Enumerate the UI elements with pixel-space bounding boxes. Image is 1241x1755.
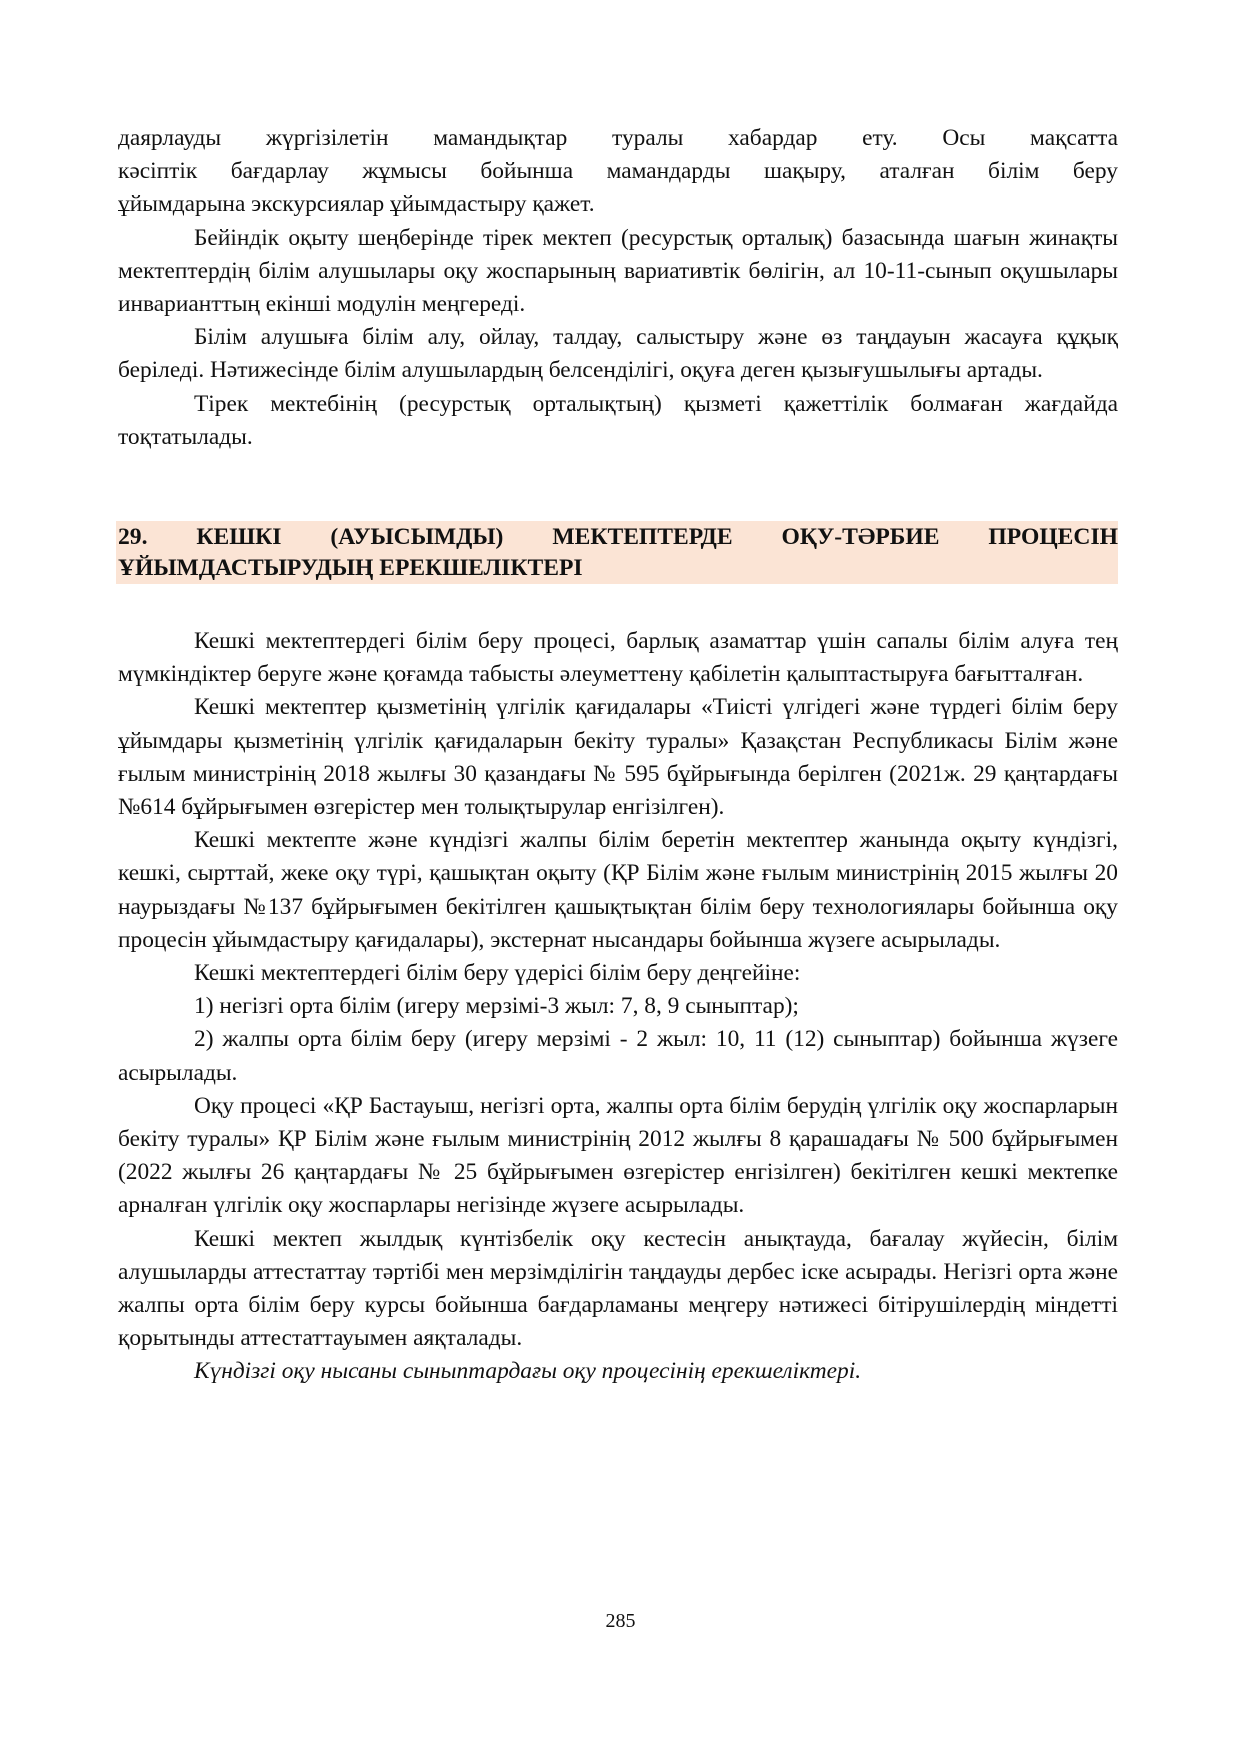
section-heading-line: 29. КЕШКІ (АУЫСЫМДЫ) МЕКТЕПТЕРДЕ ОҚУ-ТӘРБИЕ ПРОЦЕСІН: [118, 524, 1118, 550]
paragraph: Кешкі мектеп жылдық күнтізбелік оқу кестесін анықтауда, бағалау жүйесін, білім алушыларды аттестаттау тәртібі мен мерзімділігін таңдауды дербес іске асырады. Негізгі орта және жалпы орта білім беру курсы бойынша бағдарламаны меңгеру нәтижесі бітірушілердің міндетті қорытынды аттестаттауымен аяқталады.: [118, 1225, 1118, 1352]
paragraph-continuation: [118, 122, 1118, 222]
top-section: [118, 122, 1118, 454]
paragraph: Кешкі мектептердегі білім беру үдерісі білім беру деңгейіне:: [194, 960, 801, 987]
paragraph: Оқу процесі «ҚР Бастауыш, негізгі орта, жалпы орта білім берудің үлгілік оқу жоспарларын бекіту туралы» ҚР Білім және ғылым министрінің 2012 жылғы 8 қарашадағы № 500 бұйрығымен (2022 жылғы 26 қаңтардағы № 25 бұйрығымен өзгерістер енгізілген) бекітілген кешкі мектепке арналған үлгілік оқу жоспарлары негізінде жүзеге асырылады.: [118, 1092, 1118, 1219]
section-body: [118, 625, 1118, 1389]
text-line: кәсіптік бағдарлау жұмысы бойынша мамандарды шақыру, аталған білім беру: [118, 158, 1118, 185]
italic-subheading: Күндізгі оқу нысаны сыныптардағы оқу процесінің ерекшеліктері.: [194, 1358, 862, 1385]
section-heading-line: ҰЙЫМДАСТЫРУДЫҢ ЕРЕКШЕЛІКТЕРІ: [118, 555, 583, 581]
paragraph: Білім алушыға білім алу, ойлау, талдау, салыстыру және өз таңдауын жасауға құқық беріледі. Нәтижесінде білім алушылардың белсенділігі, оқуға деген қызығушылығы артады.: [118, 324, 1118, 384]
paragraph: Кешкі мектепте және күндізгі жалпы білім беретін мектептер жанында оқыту күндізгі, кешкі, сырттай, жеке оқу түрі, қашықтан оқыту (ҚР Білім және ғылым министрінің 2015 жылғы 20 наурыздағы №137 бұйрығымен бекітілген қашықтықтан білім беру технологиялары бойынша оқу процесін ұйымдастыру қағидалары), экстернат нысандары бойынша жүзеге асырылады.: [118, 827, 1118, 953]
section-heading: [116, 521, 1118, 584]
list-item: 2) жалпы орта білім беру (игеру мерзімі - 2 жыл: 10, 11 (12) сыныптар) бойынша жүзеге асырылады.: [118, 1026, 1118, 1086]
text-line: ұйымдарына экскурсиялар ұйымдастыру қажет.: [118, 191, 595, 218]
list-item: 1) негізгі орта білім (игеру мерзімі-3 жыл: 7, 8, 9 сыныптар);: [194, 993, 799, 1020]
paragraph: Бейіндік оқыту шеңберінде тірек мектеп (ресурстық орталық) базасында шағын жинақты мектептердің білім алушылары оқу жоспарының вариативтік бөлігін, ал 10-11-сынып оқушылары инварианттың екінші модулін меңгереді.: [118, 224, 1118, 318]
page-number: 285: [605, 1610, 636, 1632]
paragraph: Тірек мектебінің (ресурстық орталықтың) қызметі қажеттілік болмаған жағдайда тоқтатылады.: [118, 390, 1118, 450]
text-line: даярлауды жүргізілетін мамандықтар туралы хабардар ету. Осы мақсатта: [118, 125, 1118, 151]
paragraph: Кешкі мектептердегі білім беру процесі, барлық азаматтар үшін сапалы білім алуға тең мүмкіндіктер беруге және қоғамда табысты әлеуметтену қабілетін қалыптастыруға бағытталған.: [118, 628, 1118, 688]
paragraph: Кешкі мектептер қызметінің үлгілік қағидалары «Тиісті үлгідегі және түрдегі білім беру ұйымдары қызметінің үлгілік қағидаларын бекіту туралы» Қазақстан Республикасы Білім және ғылым министрінің 2018 жылғы 30 қазандағы № 595 бұйрығында берілген (2021ж. 29 қаңтардағы №614 бұйрығымен өзгерістер мен толықтырулар енгізілген).: [118, 694, 1118, 821]
